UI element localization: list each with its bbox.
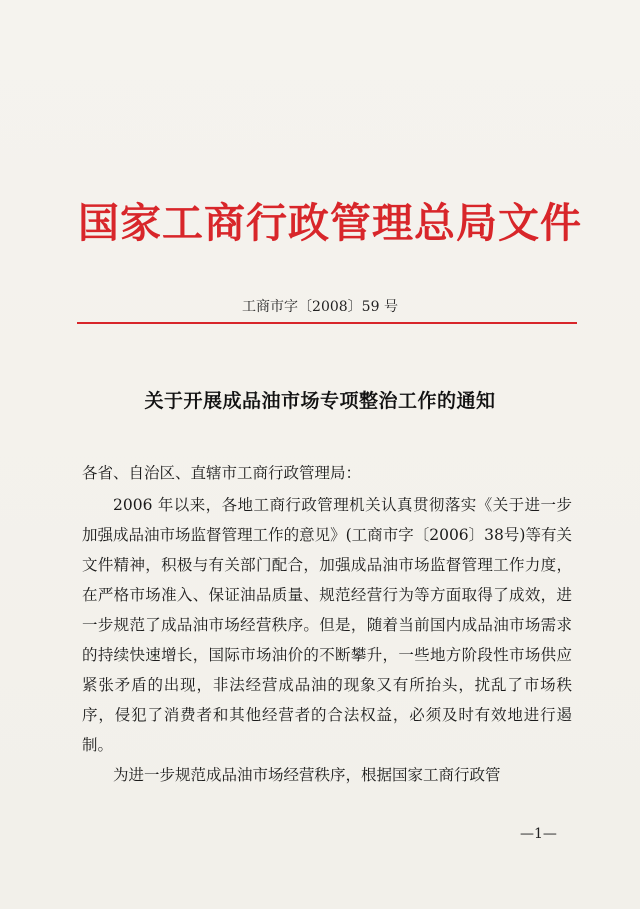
body-text: [82, 458, 572, 790]
paragraph-1: 2006 年以来，各地工商行政管理机关认真贯彻落实《关于进一步加强成品油市场监督管理工作的意见》(工商市字〔2006〕38号)等有关文件精神，积极与有关部门配合，加强成品油市场监督管理工作力度，在严格市场准入、保证油品质量、规范经营行为等方面取得了成效，进一步规范了成品油市场经营秩序。但是，随着当前国内成品油市场需求的持续快速增长，国际市场油价的不断攀升，一些地方阶段性市场供应紧张矛盾的出现，非法经营成品油的现象又有所抬头，扰乱了市场秩序，侵犯了消费者和其他经营者的合法权益，必须及时有效地进行遏制。: [82, 496, 572, 754]
page-number: —1—: [520, 826, 557, 842]
document-number: 工商市字〔2008〕59 号: [242, 299, 398, 315]
salutation: 各省、自治区、直辖市工商行政管理局：: [82, 464, 362, 482]
notice-title: 关于开展成品油市场专项整治工作的通知: [144, 390, 496, 412]
red-divider: [77, 322, 577, 324]
paragraph-2: 为进一步规范成品油市场经营秩序，根据国家工商行政管: [113, 766, 501, 784]
letterhead-title: 国家工商行政管理总局文件: [78, 199, 582, 247]
